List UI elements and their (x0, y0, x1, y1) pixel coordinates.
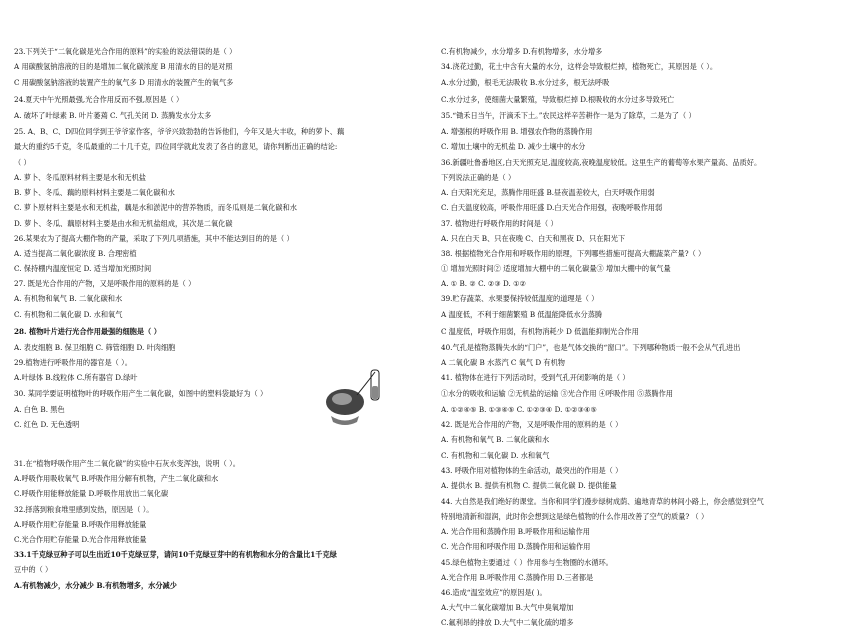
question-line: 42. 既是光合作用的产物，又是呼吸作用的原料的是（ ） (441, 420, 623, 429)
question-line: A. 白色 B. 黑色 (14, 405, 65, 414)
question-line: ①水分的吸收和运输 ②无机盐的运输 ③光合作用 ④呼吸作用 ⑤蒸腾作用 (441, 389, 673, 398)
question-line: C.有机物减少，水分增多 D.有机物增多，水分增多 (441, 47, 603, 56)
question-line: 下列说法正确的是（ ） (441, 173, 516, 182)
question-line: 24.夏天中午光照最强,光合作用反而不强,原因是（ ） (14, 95, 184, 104)
question-line: A.呼吸作用吸收氧气 B.呼吸作用分解有机物，产生二氧化碳和水 (14, 474, 219, 483)
question-line: C.氟利昂的排放 D.大气中二氧化硫的增多 (441, 618, 574, 627)
question-line: A.光合作用 B.呼吸作用 C.蒸腾作用 D.三者都是 (441, 573, 594, 582)
question-line: 特别地清新和湿润，此时你会想到这是绿色植物的什么作用改善了空气的质量? （ ） (441, 512, 709, 521)
question-line: B. 萝卜、冬瓜、藕的原料材料主要是二氧化碳和水 (14, 188, 175, 197)
question-line: A.有机物减少，水分减少 B.有机物增多，水分减少 (14, 581, 177, 590)
question-line: A. 有机物和氧气 B. 二氧化碳和水 (441, 435, 550, 444)
question-line: 39.贮存蔬菜、水果要保持较低温度的道理是（ ） (441, 294, 599, 303)
question-line: A. 提供水 B. 提供有机物 C. 提供二氧化碳 D. 提供能量 (441, 481, 617, 490)
question-line: C. 保持棚内温度恒定 D. 适当增加光照时间 (14, 264, 152, 273)
question-line: 35.“锄禾日当午，汗滴禾下土。”农民这样辛苦耕作一是为了除草，二是为了（ ） (441, 111, 696, 120)
question-line: 45.绿色植物主要通过（ ）作用参与生物圈的水循环。 (441, 558, 613, 567)
question-line: A.水分过勤，根毛无法吸收 B.水分过多，根无法呼吸 (441, 78, 610, 87)
question-line: 32.择落到粮食堆里感到发热，原因是（ ）。 (14, 505, 154, 514)
question-line: C. 有机物和二氧化碳 D. 水和氧气 (14, 310, 123, 319)
question-line: A.大气中二氧化碳增加 B.大气中臭氧增加 (441, 603, 574, 612)
question-line: 30. 某同学要证明植物叶的呼吸作用产生二氧化碳，如图中的塑料袋最好为（ ） (14, 389, 268, 398)
question-line: A. 只在白天 B、只在夜晚 C、白天和黑夜 D、只在阳光下 (441, 234, 626, 243)
question-line: 23.下列关于“二氧化碳是光合作用的原料”的实验的说法错误的是（ ） (14, 47, 237, 56)
question-line: D. 萝卜、冬瓜、藕原材料主要是由水和无机盐组成，其次是二氧化碳 (14, 219, 233, 228)
question-line: A 温度低，不利于细菌繁殖 B 低温能降低水分蒸腾 (441, 310, 603, 319)
question-line: A. 破坏了叶绿素 B. 叶片萎蔫 C. 气孔关闭 D. 蒸腾发水分太多 (14, 111, 212, 120)
question-line: A 用碳酸氢钠溶液的目的是增加二氧化碳浓度 B 用清水的目的是对照 (14, 62, 233, 71)
question-line: C.光合作用贮存能量 D.光合作用释放能量 (14, 535, 147, 544)
lime-water (372, 386, 378, 399)
question-line: 40.气孔是植物蒸腾失水的“门户”，也是气体交换的“窗口”。下列哪种物质一般不会从气孔进出 (441, 343, 741, 352)
question-line: C. 光合作用和呼吸作用 D.蒸腾作用和运输作用 (441, 542, 591, 551)
question-line: 44. 大自然是我们绝好的课堂。当你和同学们漫步绿树成荫、遍地青草的林间小路上，你会感觉到空气 (441, 497, 764, 506)
question-line: C. 有机物和二氧化碳 D. 水和氧气 (441, 451, 550, 460)
plastic-bag-experiment-figure (317, 362, 391, 430)
question-line: 41. 植物体在进行下列活动时，受到气孔开闭影响的是（ ） (441, 373, 630, 382)
question-line: C 用碳酸氢钠溶液的装置产生的氧气多 D 用清水的装置产生的氧气多 (14, 78, 234, 87)
question-line: ① 增加光照时间② 适度增加大棚中的二氧化碳量③ 增加大棚中的氧气量 (441, 264, 671, 273)
question-line: 最大的重约5千克，冬瓜最重的二十几千克，四位同学就此发表了各自的意见，请你判断出正确的结论: (14, 142, 338, 151)
question-line: （ ） (14, 158, 31, 167)
bag-highlight (332, 393, 352, 405)
question-line: 26.某果农为了提高大棚作物的产量，采取了下列几项措施，其中不能达到目的的是（ ） (14, 234, 294, 243)
question-line: 25. A、B、C、D四位同学到王爷爷家作客，爷爷兴致勃勃的告诉他们，今年又是大丰收，种的萝卜、藕 (14, 127, 345, 136)
question-line: C.水分过多，使细菌大量繁殖，导致根烂掉 D.根吸收的水分过多导致死亡 (441, 95, 675, 104)
question-line: A. 适当提高二氧化碳浓度 B. 合理密植 (14, 249, 137, 258)
question-line: A. 光合作用和蒸腾作用 B.呼吸作用和运输作用 (441, 527, 590, 536)
question-line: A. 有机物和氧气 B. 二氧化碳和水 (14, 294, 123, 303)
question-line: A 二氧化碳 B 水蒸汽 C 氧气 D 有机物 (441, 358, 565, 367)
question-line: 38. 根据植物光合作用和呼吸作用的原理，下列哪些措施可提高大棚蔬菜产量?（ ） (441, 249, 706, 258)
question-line: A. 表皮细胞 B. 保卫细胞 C. 筛管细胞 D. 叶肉细胞 (14, 343, 176, 352)
question-line: C. 萝卜原材料主要是水和无机盐，藕是水和淤泥中的营养物质，而冬瓜则是二氧化碳和水 (14, 203, 297, 212)
question-line: 46.造成“温室效应”的原因是( )。 (441, 588, 547, 597)
question-line: 31.在“植物呼吸作用产生二氧化碳”的实验中石灰水变浑浊，说明（ ）。 (14, 459, 240, 468)
question-line: 29.植物进行呼吸作用的器官是（ ）。 (14, 358, 132, 367)
question-line: A. ①②④⑤ B. ①③④⑤ C. ①②③④ D. ①②③④⑤ (441, 405, 597, 414)
question-line: 27. 既是光合作用的产物，又是呼吸作用的原料的是（ ） (14, 279, 196, 288)
question-line: 33.1千克绿豆种子可以生出近10千克绿豆芽，请问10千克绿豆芽中的有机物和水分的含量比1千克绿 (14, 550, 337, 559)
question-line: C. 白天温度较高，呼吸作用旺盛 D.白天光合作用强，夜晚呼吸作用弱 (441, 203, 663, 212)
question-line: A. 增强根的呼吸作用 B. 增强农作物的蒸腾作用 (441, 127, 593, 136)
question-line: C.呼吸作用能释放能量 D.呼吸作用放出二氧化碳 (14, 489, 169, 498)
question-line: 34.浇花过勤，花土中含有大量的水分，这样会导致根烂掉，植物死亡，其原因是（ ）。 (441, 62, 718, 71)
question-line: C. 增加土壤中的无机盐 D. 减少土壤中的水分 (441, 142, 586, 151)
question-line: A. 萝卜、冬瓜原料材料主要是水和无机盐 (14, 173, 146, 182)
question-line: C 温度低，呼吸作用弱，有机物消耗少 D 低温能抑制光合作用 (441, 327, 639, 336)
question-line: A. 白天阳光充足，蒸腾作用旺盛 B.昼夜温差较大，白天呼吸作用弱 (441, 188, 655, 197)
question-line: 豆中的（ ） (14, 565, 53, 574)
question-line: 37. 植物进行呼吸作用的时间是（ ） (441, 219, 558, 228)
question-line: C. 红色 D. 无色透明 (14, 420, 80, 429)
question-line: A.呼吸作用贮存能量 B.呼吸作用释放能量 (14, 520, 147, 529)
question-line: 43. 呼吸作用对植物体的生命活动，最突出的作用是（ ） (441, 466, 623, 475)
question-line: 36.新疆吐鲁番地区,白天光照充足,温度较高,夜晚温度较低。这里生产的葡萄等水果产量高、品质好。 (441, 158, 762, 167)
question-line: 28. 植物叶片进行光合作用最强的细胞是（ ） (14, 327, 161, 336)
bag-base (331, 416, 359, 425)
question-line: A. ① B. ② C. ②③ D. ①② (441, 279, 527, 288)
question-line: A.叶绿体 B.线粒体 C.所有器官 D.绿叶 (14, 373, 138, 382)
